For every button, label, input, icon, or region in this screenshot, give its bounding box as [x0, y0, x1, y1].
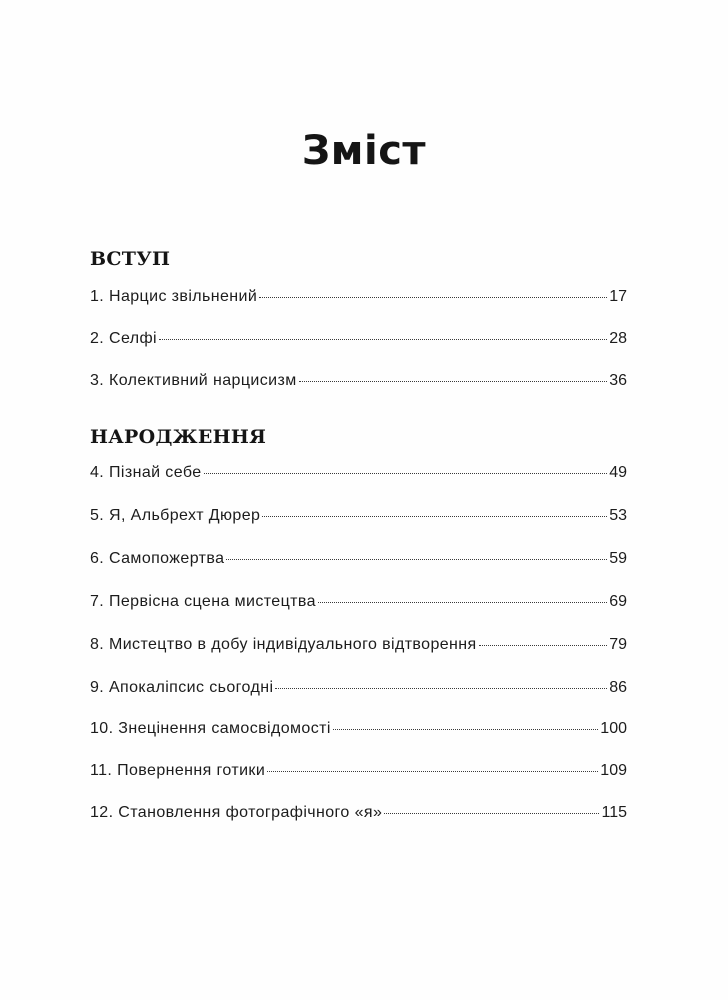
toc-entry-page: 69 — [609, 593, 627, 610]
toc-entry-page: 17 — [609, 288, 627, 305]
toc-dot-leader — [275, 688, 607, 689]
toc-entry — [90, 464, 627, 488]
toc-entry — [90, 679, 627, 703]
toc-entry-label: 5. Я, Альбрехт Дюрер — [90, 507, 261, 524]
toc-dot-leader — [259, 297, 607, 298]
toc-entry-label: 2. Селфі — [90, 330, 157, 347]
toc-entry-label: 8. Мистецтво в добу індивідуального відтворення — [90, 636, 477, 653]
toc-entry-page: 115 — [601, 804, 627, 821]
toc-entry-label: 11. Повернення готики — [90, 762, 266, 779]
toc-entry-label: 4. Пізнай себе — [90, 464, 202, 481]
toc-entry — [90, 507, 627, 531]
toc-dot-leader — [262, 516, 607, 517]
toc-entry-label: 3. Колективний нарцисизм — [90, 372, 297, 389]
toc-entry-page: 79 — [609, 636, 627, 653]
toc-entry-page: 36 — [609, 372, 627, 389]
toc-entry — [90, 762, 627, 786]
section-heading-birth: НАРОДЖЕННЯ — [90, 426, 267, 448]
toc-dot-leader — [384, 813, 599, 814]
toc-dot-leader — [318, 602, 607, 603]
toc-entry — [90, 804, 627, 828]
toc-dot-leader — [333, 729, 599, 730]
toc-dot-leader — [159, 339, 607, 340]
toc-entry-page: 59 — [609, 550, 627, 567]
toc-entry — [90, 372, 627, 396]
section-heading-intro: ВСТУП — [90, 248, 171, 270]
toc-entry-page: 109 — [600, 762, 627, 779]
toc-entry — [90, 636, 627, 660]
toc-dot-leader — [267, 771, 598, 772]
toc-entry-page: 49 — [609, 464, 627, 481]
toc-entry — [90, 330, 627, 354]
toc-entry-page: 86 — [609, 679, 627, 696]
toc-entry — [90, 720, 627, 744]
toc-entry-label: 12. Становлення фотографічного «я» — [90, 804, 383, 821]
toc-entry — [90, 550, 627, 574]
toc-entry-page: 28 — [609, 330, 627, 347]
toc-entry-page: 100 — [600, 720, 627, 737]
toc-entry — [90, 288, 627, 312]
toc-entry-label: 7. Первісна сцена мистецтва — [90, 593, 316, 610]
toc-entry — [90, 593, 627, 617]
toc-entry-label: 10. Знецінення самосвідомості — [90, 720, 331, 737]
page-title: Зміст — [301, 128, 427, 174]
toc-entry-label: 1. Нарцис звільнений — [90, 288, 258, 305]
toc-dot-leader — [226, 559, 607, 560]
toc-dot-leader — [204, 473, 608, 474]
toc-entry-label: 9. Апокаліпсис сьогодні — [90, 679, 274, 696]
toc-dot-leader — [299, 381, 608, 382]
toc-entry-label: 6. Самопожертва — [90, 550, 225, 567]
toc-dot-leader — [479, 645, 608, 646]
toc-entry-page: 53 — [609, 507, 627, 524]
